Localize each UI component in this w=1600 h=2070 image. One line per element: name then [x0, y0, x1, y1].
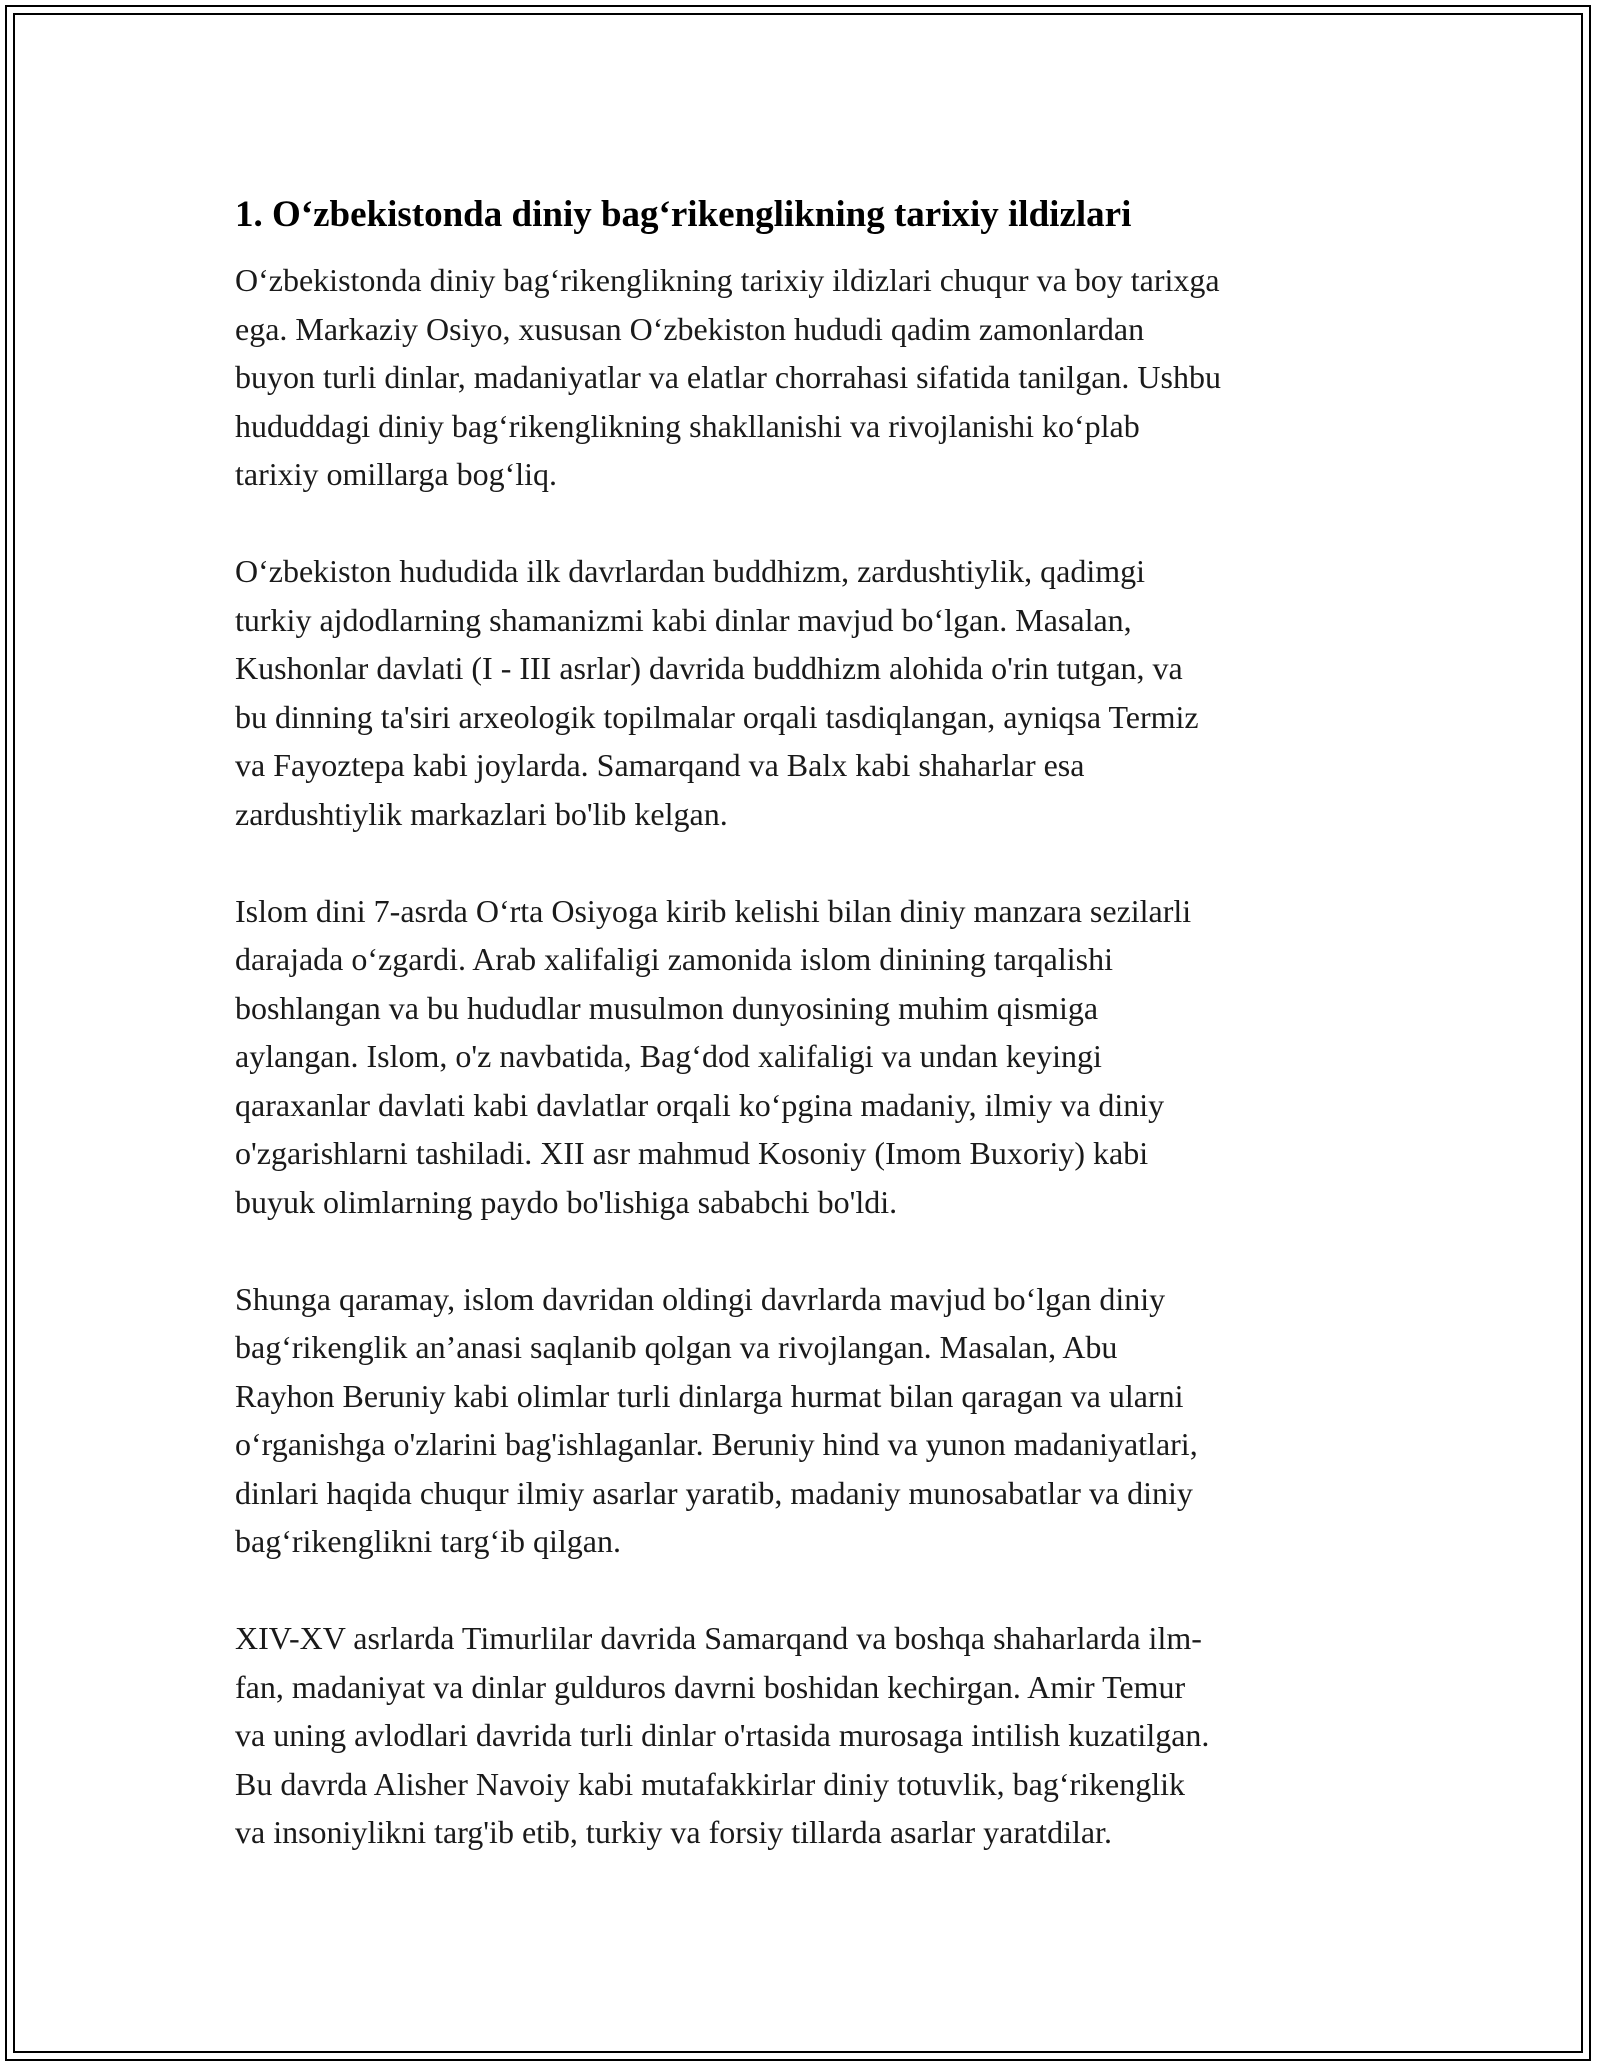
text-line: O‘zbekistonda diniy bag‘rikenglikning tarixiy ildizlari chuqur va boy tarixga	[235, 262, 1220, 298]
text-line: va Fayoztepa kabi joylarda. Samarqand va Balx kabi shaharlar esa	[235, 747, 1085, 783]
text-line: O‘zbekiston hududida ilk davrlardan buddhizm, zardushtiylik, qadimgi	[235, 553, 1146, 589]
text-line: Rayhon Beruniy kabi olimlar turli dinlarga hurmat bilan qaragan va ularni	[235, 1377, 1184, 1414]
text-line: Bu davrda Alisher Navoiy kabi mutafakkirlar diniy totuvlik, bag‘rikenglik	[235, 1765, 1186, 1802]
paragraph-4	[235, 1275, 1375, 1566]
text-line: dinlari haqida chuqur ilmiy asarlar yaratib, madaniy munosabatlar va diniy	[235, 1474, 1193, 1511]
text-line: ega. Markaziy Osiyo, xususan O‘zbekiston hududi qadim zamonlardan	[235, 310, 1145, 347]
text-line: Islom dini 7-asrda O‘rta Osiyoga kirib kelishi bilan diniy manzara sezilarli	[235, 892, 1192, 929]
document-body	[235, 186, 1375, 1857]
text-line: bu dinning ta'siri arxeologik topilmalar orqali tasdiqlangan, ayniqsa Termiz	[235, 698, 1199, 735]
text-line: va insoniylikni targ'ib etib, turkiy va forsiy tillarda asarlar yaratdilar.	[235, 1814, 1112, 1850]
text-line: va uning avlodlari davrida turli dinlar o'rtasida murosaga intilish kuzatilgan.	[235, 1717, 1210, 1753]
text-line: zardushtiylik markazlari bo'lib kelgan.	[235, 795, 728, 832]
text-line: Kushonlar davlati (I - III asrlar) davrida buddhizm alohida o'rin tutgan, va	[235, 650, 1183, 686]
text-line: XIV-XV asrlarda Timurlilar davrida Samarqand va boshqa shaharlarda ilm-	[235, 1620, 1202, 1656]
text-line: fan, madaniyat va dinlar gulduros davrni boshidan kechirgan. Amir Temur	[235, 1668, 1186, 1705]
text-line: qaraxanlar davlati kabi davlatlar orqali ko‘pgina madaniy, ilmiy va diniy	[235, 1086, 1165, 1123]
text-line: turkiy ajdodlarning shamanizmi kabi dinlar mavjud bo‘lgan. Masalan,	[235, 601, 1132, 638]
text-line: aylangan. Islom, o'z navbatida, Bag‘dod xalifaligi va undan keyingi	[235, 1038, 1102, 1074]
text-line: o'zgarishlarni tashiladi. XII asr mahmud Kosoniy (Imom Buxoriy) kabi	[235, 1135, 1149, 1171]
text-line: buyon turli dinlar, madaniyatlar va elatlar chorrahasi sifatida tanilgan. Ushbu	[235, 359, 1221, 395]
section-heading: 1. O‘zbekistonda diniy bag‘rikenglikning tarixiy ildizlari	[235, 194, 1132, 235]
paragraph-3	[235, 887, 1375, 1227]
text-line: tarixiy omillarga bog‘liq.	[235, 456, 558, 492]
paragraph-2	[235, 547, 1375, 838]
text-line: bag‘rikenglik an’anasi saqlanib qolgan va rivojlangan. Masalan, Abu	[235, 1329, 1118, 1365]
text-line: boshlangan va bu hududlar musulmon dunyosining muhim qismiga	[235, 989, 1099, 1026]
text-line: o‘rganishga o'zlarini bag'ishlaganlar. Beruniy hind va yunon madaniyatlari,	[235, 1426, 1198, 1462]
text-line: darajada o‘zgardi. Arab xalifaligi zamonida islom dinining tarqalishi	[235, 941, 1113, 977]
text-line: Shunga qaramay, islom davridan oldingi davrlarda mavjud bo‘lgan diniy	[235, 1280, 1166, 1317]
paragraph-5	[235, 1614, 1375, 1857]
text-line: bag‘rikenglikni targ‘ib qilgan.	[235, 1523, 621, 1559]
text-line: hududdagi diniy bag‘rikenglikning shakllanishi va rivojlanishi ko‘plab	[235, 407, 1140, 444]
paragraph-1	[235, 256, 1375, 499]
text-line: buyuk olimlarning paydo bo'lishiga sababchi bo'ldi.	[235, 1183, 898, 1220]
